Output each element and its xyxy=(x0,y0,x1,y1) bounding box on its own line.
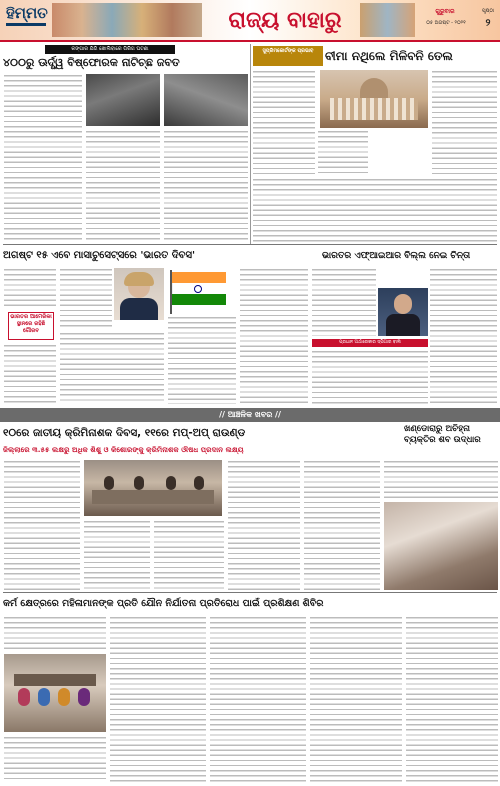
official-portrait xyxy=(114,268,164,320)
story3-col3 xyxy=(168,316,236,404)
story3-quote: ଭାରତର ଆମେରିକା ସ୍ଥାନରେ ରହିଛି ଗୌରବ xyxy=(8,312,54,340)
story2-col2 xyxy=(318,130,368,174)
story1-col1 xyxy=(4,74,82,242)
story5-col3 xyxy=(154,520,224,590)
story6-col1 xyxy=(384,460,498,500)
training-camp-photo xyxy=(4,654,106,732)
story4-headline: ଭାରତର ଏଫ୍‌ଆଇଆର ବିଲ୍ଲ ନେଇ ଚିନ୍ତା xyxy=(322,251,471,261)
column-divider xyxy=(250,44,251,244)
story5-col5 xyxy=(304,460,380,590)
page-number: ୨ xyxy=(485,18,491,29)
meeting-photo xyxy=(84,460,222,516)
story1-photo xyxy=(86,74,160,126)
story5-headline: ୧୦ରେ ଜାତୀୟ କ୍ରିମିନାଶକ ଦିବସ, ୧୧ରେ ମପ୍-ଅପ୍ ରାଉଣ୍ଡ xyxy=(3,427,246,439)
story3-col2b xyxy=(60,332,164,404)
horizontal-rule-2 xyxy=(3,592,497,593)
story1-photo-2 xyxy=(164,74,248,126)
body-recovery-photo xyxy=(384,502,498,590)
story3-col1b xyxy=(4,344,56,404)
story7-col1b xyxy=(4,736,106,782)
story4-col2 xyxy=(430,268,497,404)
story7-col5 xyxy=(406,616,498,782)
horizontal-rule xyxy=(3,244,497,245)
story2-col4 xyxy=(253,178,497,242)
story5-subheadline: ଜିଲ୍ଲାରେ ୩.୫୫ ଲକ୍ଷରୁ ଅଧିକ ଶିଶୁ ଓ କିଶୋରଙ୍କୁ କ୍ରିମିନାଶକ ଔଷଧ ପ୍ରଦାନ ଲକ୍ଷ୍ୟ xyxy=(3,445,244,454)
masthead-rule xyxy=(0,40,500,42)
story1-col3 xyxy=(164,130,248,242)
story2-kicker: ସୁପ୍ରିମକୋର୍ଟଙ୍କ ପ୍ରଭାବ xyxy=(253,46,323,66)
story2-col3 xyxy=(432,70,497,174)
story4-photo-caption: ପ୍ରଧାନ ଅର୍ଥାରେକାର ସ୍ପିଗାର ବାଲି xyxy=(312,339,428,347)
story2-col1 xyxy=(253,70,315,174)
masthead-right-collage xyxy=(360,3,415,37)
story5-col2 xyxy=(84,520,150,590)
story3-col2 xyxy=(60,268,112,330)
story7-headline: କର୍ମ କ୍ଷେତ୍ରରେ ମହିଳାମାନଙ୍କ ପ୍ରତି ଯୌନ ନିର୍ଯାତନା ପ୍ରତିରୋଧ ପାଇଁ ପ୍ରଶିକ୍ଷଣ ଶିବିର xyxy=(3,598,324,609)
story5-col4 xyxy=(228,460,300,590)
masthead-logo: ହିମ୍ମତ xyxy=(6,4,50,36)
section-title: ରାଜ୍ୟ ବାହାରୁ xyxy=(228,7,342,33)
page-label: ପୃଷ୍ଠା xyxy=(482,8,494,14)
story6-headline: ଖଣ୍ଡୋରାରୁ ଅଚିହ୍ନା ବ୍ୟକ୍ତିର ଶବ ଉଦ୍ଧାର xyxy=(404,424,481,445)
speaker-photo xyxy=(378,288,428,336)
story1-headline: ୪୦୦ରୁ ଊର୍ଦ୍ଧ୍ୱ ବିଷ୍ଫୋରକ ନାଟିଚ୍ଛ ଜବତ xyxy=(3,56,180,69)
story1-col2 xyxy=(86,130,160,242)
story7-col1 xyxy=(4,616,106,652)
issue-date: ୦୫ ଅଗଷ୍ଟ - ୨୦୨୧ xyxy=(426,20,466,26)
indian-flag-image xyxy=(168,268,228,314)
story3-col4 xyxy=(240,268,308,404)
story1-kicker: କଙ୍ଗାର ଯିଗି ଖୋଲିବାରେ ଗିରିଗ ଘଟଣା xyxy=(45,45,175,54)
story2-headline: ବୀମା ନଥିଲେ ମିଳିବନି ତେଲ xyxy=(325,49,453,63)
story4-col3 xyxy=(312,350,428,404)
supreme-court-photo xyxy=(320,70,428,128)
masthead-collage xyxy=(52,3,202,37)
masthead xyxy=(0,0,500,40)
story5-col1 xyxy=(4,460,80,590)
story3-col1 xyxy=(4,268,56,310)
story3-headline: ଅଗଷ୍ଟ ୧୫ ଏବେ ମାସାଚୁସେଟ୍ସରେ 'ଭାରତ ଦିବସ' xyxy=(3,250,196,261)
story7-col4 xyxy=(310,616,402,782)
story7-col2 xyxy=(110,616,206,782)
story4-col1 xyxy=(312,268,376,336)
regional-news-banner: // ଆଞ୍ଚଳିକ ଖବର // xyxy=(0,408,500,422)
issue-day: ଗୁରୁବାର xyxy=(435,8,455,15)
story7-col3 xyxy=(210,616,306,782)
